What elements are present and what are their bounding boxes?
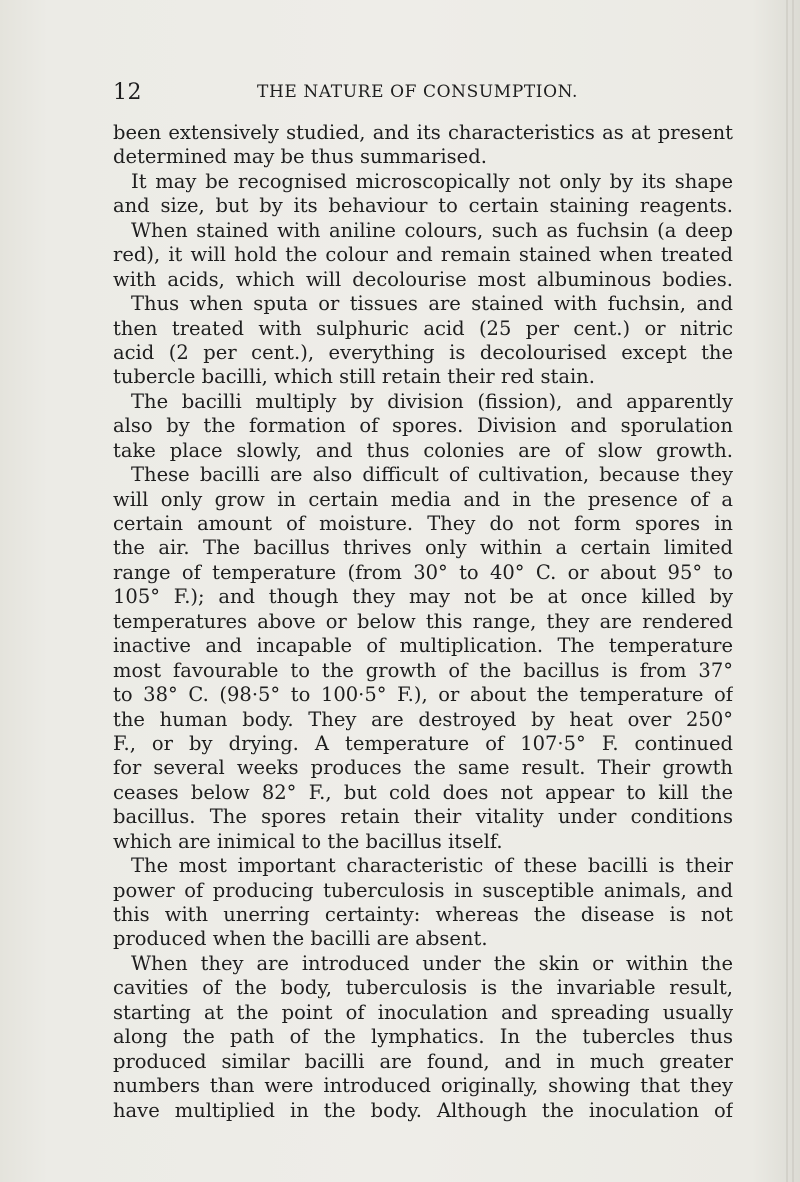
text-line: been extensively studied, and its characteristics as at present xyxy=(113,121,733,144)
text-line: produced when the bacilli are absent. xyxy=(113,927,488,951)
text-line: The bacilli multiply by division (fission), and apparently xyxy=(131,389,733,413)
text-line: range of temperature (from 30° to 40° C. or about 95° to xyxy=(113,560,733,584)
text-line: also by the formation of spores. Division and sporulation xyxy=(113,414,733,438)
text-line: which are inimical to the bacillus itself. xyxy=(113,829,503,853)
text-line: cavities of the body, tuberculosis is the invariable result, xyxy=(113,976,733,1000)
text-line: These bacilli are also difficult of cultivation, because they xyxy=(131,463,733,487)
text-line: determined may be thus summarised. xyxy=(113,145,487,169)
running-title: THE NATURE OF CONSUMPTION. xyxy=(257,82,579,102)
text-line: produced similar bacilli are found, and in much greater xyxy=(113,1049,733,1073)
text-line: power of producing tuberculosis in susceptible animals, and xyxy=(113,878,733,902)
text-line: Thus when sputa or tissues are stained with fuchsin, and xyxy=(131,292,733,316)
page-edge-line xyxy=(786,0,788,1182)
text-line: 105° F.); and though they may not be at once killed by xyxy=(113,585,733,609)
text-line: most favourable to the growth of the bacillus is from 37° xyxy=(113,658,733,682)
page-number: 12 xyxy=(113,80,142,105)
text-line: ceases below 82° F., but cold does not appear to kill the xyxy=(113,780,733,804)
text-line: the air. The bacillus thrives only within a certain limited xyxy=(113,536,733,560)
text-line: along the path of the lymphatics. In the tubercles thus xyxy=(113,1025,733,1049)
page-edge-line xyxy=(792,0,794,1182)
text-line: inactive and incapable of multiplication. The temperature xyxy=(113,634,733,658)
page-header xyxy=(113,80,733,110)
text-line: When stained with aniline colours, such as fuchsin (a deep xyxy=(131,218,733,242)
text-line: this with unerring certainty: whereas the disease is not xyxy=(113,903,733,926)
text-line: the human body. They are destroyed by heat over 250° xyxy=(113,707,733,731)
text-line: will only grow in certain media and in the presence of a xyxy=(113,487,733,511)
text-line: to 38° C. (98·5° to 100·5° F.), or about the temperature of xyxy=(113,683,733,707)
text-line: red), it will hold the colour and remain stained when treated xyxy=(113,243,733,267)
text-line: It may be recognised microscopically not only by its shape xyxy=(131,169,733,193)
text-line: have multiplied in the body. Although the inoculation of xyxy=(113,1098,733,1122)
text-line: take place slowly, and thus colonies are of slow growth. xyxy=(113,438,733,462)
text-line: tubercle bacilli, which still retain their red stain. xyxy=(113,365,595,389)
text-line: and size, but by its behaviour to certain staining reagents. xyxy=(113,194,733,218)
text-line: bacillus. The spores retain their vitality under conditions xyxy=(113,805,733,829)
text-line: acid (2 per cent.), everything is decolourised except the xyxy=(113,340,733,364)
text-line: for several weeks produces the same result. Their growth xyxy=(113,756,733,780)
body-text xyxy=(113,121,733,1123)
text-line: The most important characteristic of these bacilli is their xyxy=(131,854,733,878)
text-line: temperatures above or below this range, they are rendered xyxy=(113,609,733,633)
text-line: with acids, which will decolourise most albuminous bodies. xyxy=(113,267,733,291)
text-line: certain amount of moisture. They do not form spores in xyxy=(113,512,733,535)
text-line: then treated with sulphuric acid (25 per cent.) or nitric xyxy=(113,316,733,340)
text-line: starting at the point of inoculation and spreading usually xyxy=(113,1000,733,1024)
text-line: When they are introduced under the skin or within the xyxy=(131,951,733,975)
text-line: F., or by drying. A temperature of 107·5° F. continued xyxy=(113,731,733,755)
text-line: numbers than were introduced originally, showing that they xyxy=(113,1074,733,1098)
